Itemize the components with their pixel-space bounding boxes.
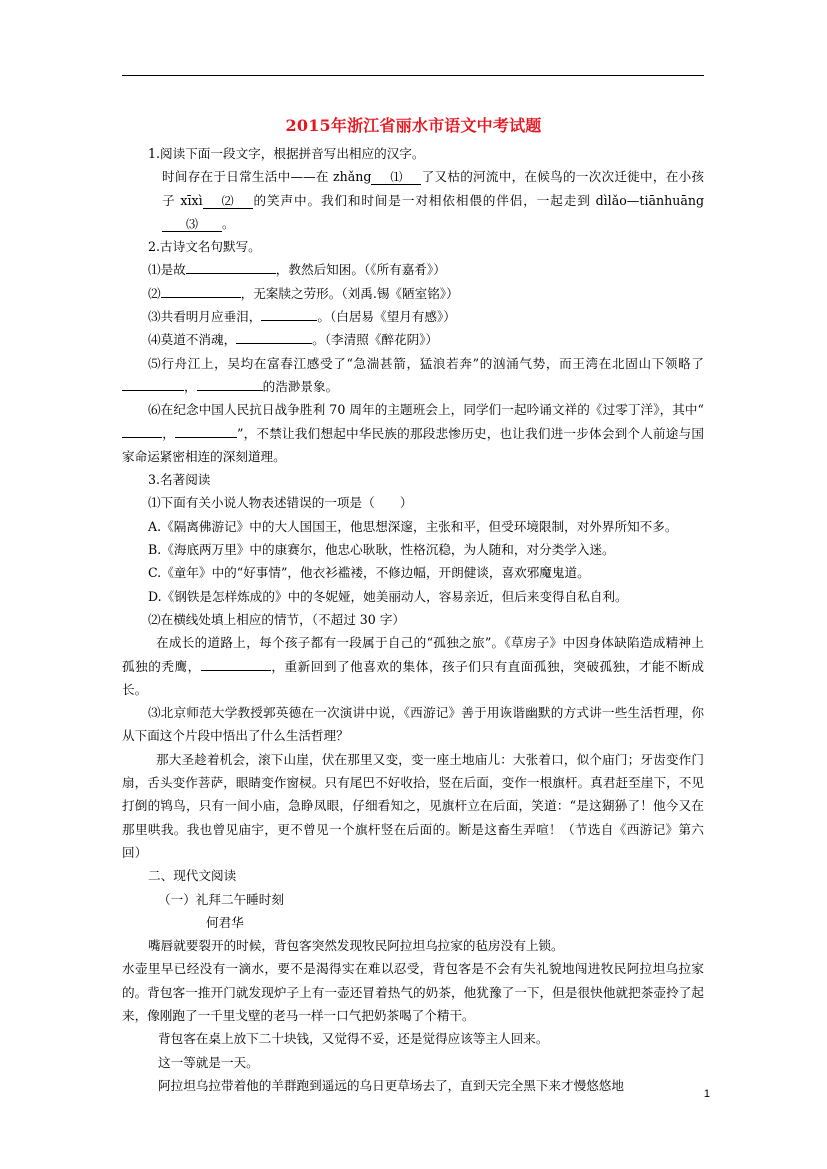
q3-option-b: B.《海底两万里》中的康赛尔，他忠心耿耿，性格沉稳，为人随和，对分类学入迷。 [148,542,615,558]
q3-part-2: ⑵在横线处填上相应的情节，（不超过 30 字） [148,611,406,627]
section-2-heading: 二、现代文阅读 [148,868,237,884]
q2-item-1: ⑴是故 ，教然后知困。（《所有嘉肴》） [148,262,446,278]
q2-item-4: ⑷莫道不消魂， 。（李清照《醉花阴》） [148,332,439,348]
blank-2[interactable]: ⑵ [203,194,253,209]
page-number: 1 [703,1088,710,1100]
blank-q2-5a[interactable] [122,390,184,391]
q2-item-3: ⑶共看明月应垂泪， 。（白居易《望月有感》） [148,309,456,325]
article-paragraph: 嘴唇就要裂开的时候，背包客突然发现牧民阿拉坦乌拉家的毡房没有上锁。 [148,938,564,954]
header-rule [122,75,704,76]
q1-passage: 时间存在于日常生活中——在 zhǎng ⑴ 了又枯的河流中，在候鸟的一次次迁徙中，在小孩子 xīxì ⑵ 的笑声中。我们和时间是一对相依相偎的伴侣，一起走到 dìlǎo—tiānhuāng⑶ 。 [162,169,705,231]
q1-heading: 1.阅读下面一段文字，根据拼音写出相应的汉字。 [148,146,425,161]
blank-q2-3[interactable] [261,320,317,321]
q3-part-1: ⑴下面有关小说人物表述错误的一项是（ ） [148,495,413,511]
article-paragraph: 这一等就是一天。 [158,1054,259,1070]
article-paragraph: 水壶里早已经没有一滴水，要不是渴得实在难以忍受，背包客是不会有失礼貌地闯进牧民阿拉坦乌拉家的。背包客一推开门就发现炉子上有一壶还冒着热气的奶茶，他犹豫了一下，但是很快他就把茶壶拎了起来，像刚跑了一千里戈壁的老马一样一口气把奶茶喝了个精干。 [122,961,704,1023]
article-author: 何君华 [206,914,244,930]
blank-q3-2[interactable] [201,670,271,671]
q3-option-d: D.《钢铁是怎样炼成的》中的冬妮娅，她美丽动人，容易亲近，但后来变得自私自利。 [148,588,628,604]
q2-item-5: ⑸行舟江上，吴均在富春江感受了“急湍甚箭，猛浪若奔”的汹涌气势，而王湾在北固山下领略了， 的浩渺景象。 [122,352,704,399]
article-paragraph: 阿拉坦乌拉带着他的羊群跑到遥远的乌日更草场去了，直到天完全黑下来才慢悠悠地 [158,1077,624,1093]
document-title: 2015年浙江省丽水市语文中考试题 [285,116,542,135]
q3-part-3: ⑶北京师范大学教授郭英德在一次演讲中说，《西游记》善于用诙谐幽默的方式讲一些生活哲理，你从下面这个片段中悟出了什么生活哲理？ [122,705,704,744]
blank-q2-5b[interactable] [197,390,263,391]
q3-heading: 3.名著阅读 [148,472,211,488]
q3-excerpt: 那大圣趁着机会，滚下山崖，伏在那里又变，变一座土地庙儿：大张着口，似个庙门；牙齿变作门扇，舌头变作菩萨，眼睛变作窗棂。只有尾巴不好收拾，竖在后面，变作一根旗杆。真君赶至崖下，不见打倒的鸨鸟，只有一间小庙，急睁凤眼，仔细看知之，见旗杆立在后面，笑道：“是这猢狲了！他今又在那里哄我。我也曾见庙宇，更不曾见一个旗杆竖在后面的。断是这畜生弄喧！（节选自《西游记》第六回） [122,751,704,860]
blank-q2-2[interactable] [161,297,241,298]
q3-option-a: A.《隔离佛游记》中的大人国国王，他思想深邃，主张和平，但受环境限制，对外界所知不多。 [148,518,678,534]
q2-heading: 2.古诗文名句默写。 [148,239,261,255]
article-title: （一）礼拜二午睡时刻 [158,891,284,907]
blank-q2-6b[interactable] [175,437,237,438]
q3-option-c: C.《童年》中的“好事情”，他衣衫褴褛，不修边幅，开朗健谈，喜欢邪魔鬼道。 [148,565,590,581]
blank-q2-6a[interactable] [122,437,162,438]
document-body [122,142,704,1097]
article-paragraph: 背包客在桌上放下二十块钱，又觉得不妥，还是觉得应该等主人回来。 [158,1031,549,1047]
blank-3[interactable]: ⑶ [162,217,222,232]
q2-item-6: ⑹在纪念中国人民抗日战争胜利 70 周年的主题班会上，同学们一起吟诵文祥的《过零丁洋》，其中“， ”，不禁让我们想起中华民族的那段悲惨历史，也让我们进一步体会到个人前途与国家命运紧密相连的深刻道理。 [122,402,704,464]
q3-part-2-text: 在成长的道路上，每个孩子都有一段属于自己的“孤独之旅”。《草房子》中因身体缺陷造成精神上孤独的秃鹰， ，重新回到了他喜欢的集体，孩子们只有直面孤独，突破孤独，才能不断成长。 [122,635,705,697]
blank-1[interactable]: ⑴ [371,170,421,185]
q2-item-2: ⑵ ，无案牍之劳形。（刘禹.锡《陋室铭》） [148,285,459,301]
blank-q2-1[interactable] [186,273,276,274]
blank-q2-4[interactable] [236,343,312,344]
